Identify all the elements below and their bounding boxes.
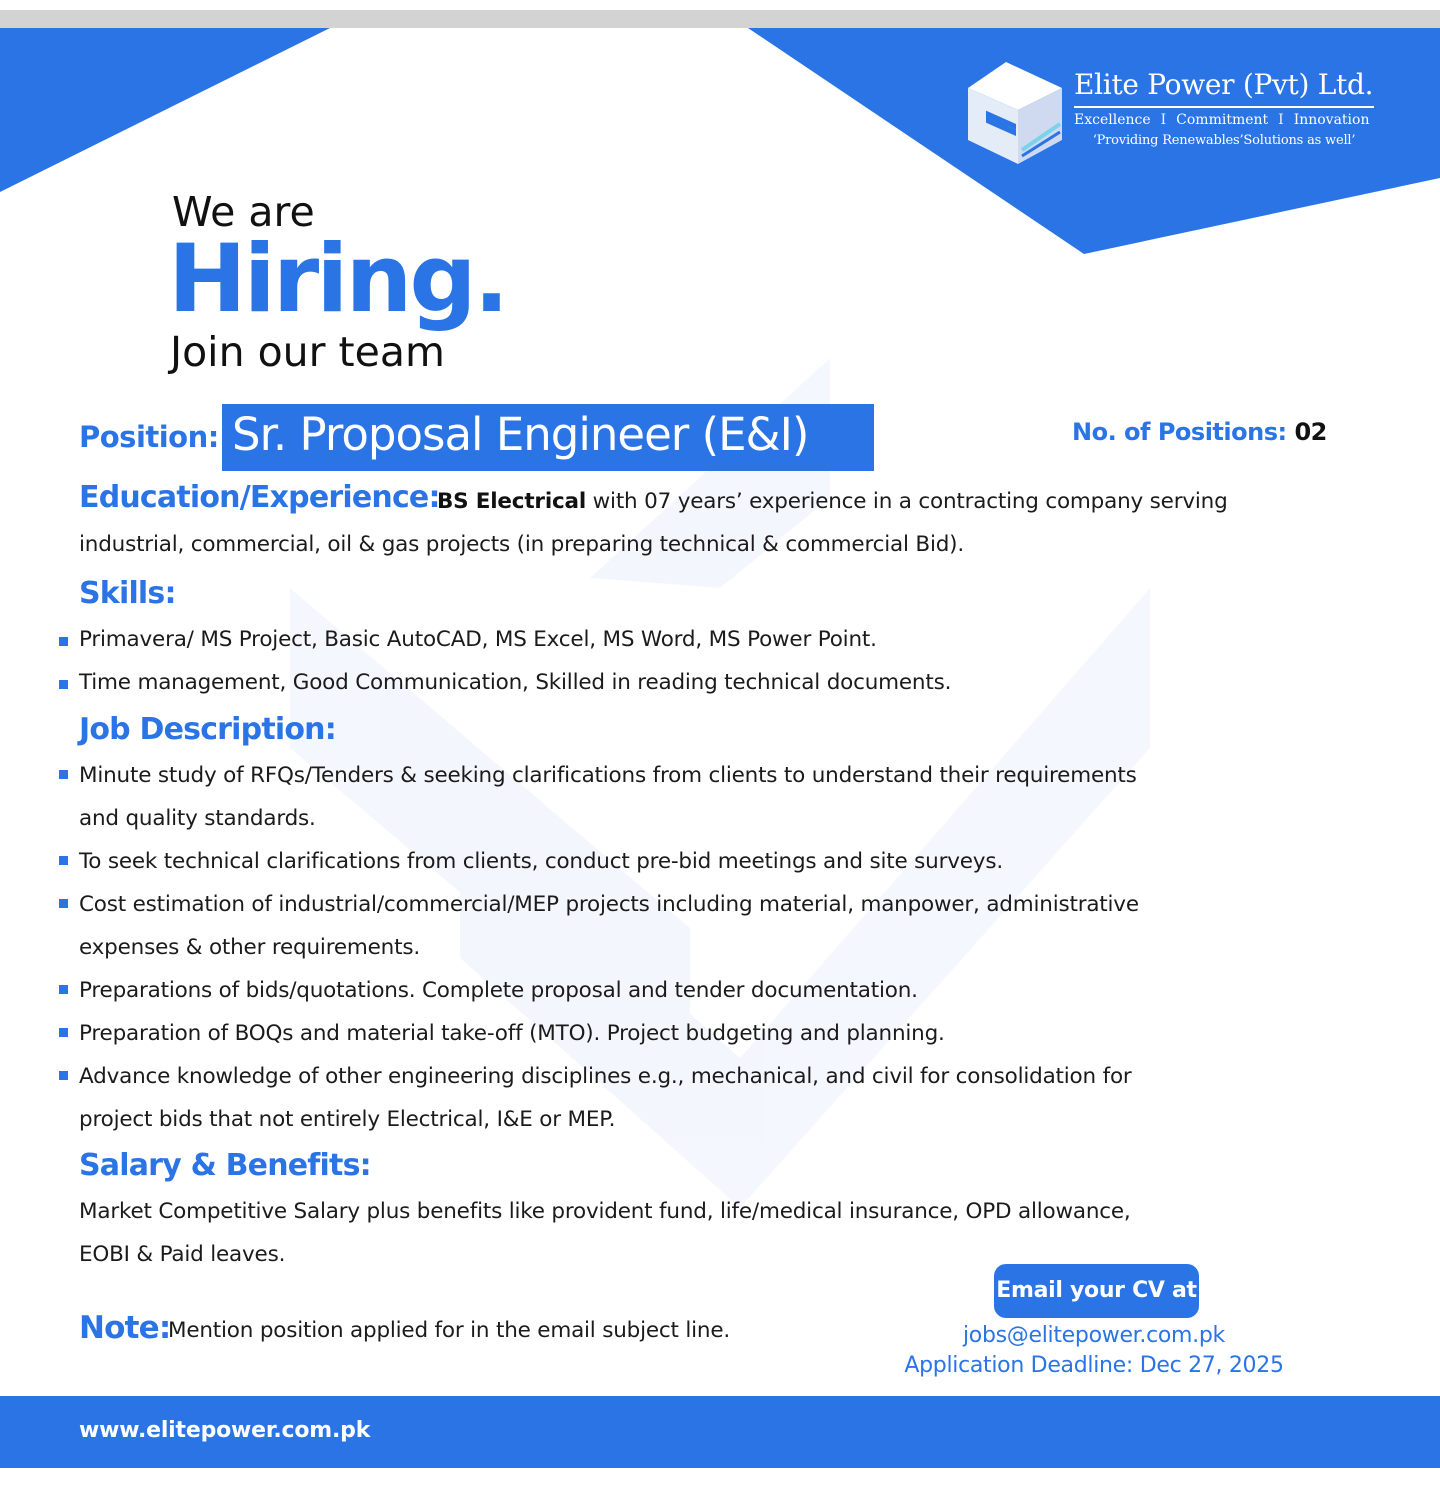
company-values (1074, 112, 1374, 128)
hero-join-our-team: Join our team (170, 328, 445, 376)
education-line-2: industrial, commercial, oil & gas projects (in preparing technical & commercial Bid). (79, 532, 964, 557)
positions-count-label: No. of Positions: (1072, 418, 1287, 446)
salary-line: Market Competitive Salary plus benefits like provident fund, life/medical insurance, OPD allowance, (79, 1199, 1131, 1224)
job-item-line: Cost estimation of industrial/commercial/MEP projects including material, manpower, administrative (79, 892, 1139, 917)
email-link[interactable]: jobs@elitepower.com.pk (963, 1323, 1225, 1348)
job-item-line: Preparations of bids/quotations. Complete proposal and tender documentation. (79, 978, 918, 1003)
hero-hiring-headline: Hiring. (168, 225, 507, 334)
job-description-heading: Job Description: (79, 712, 336, 747)
value-separator: I (1278, 112, 1284, 128)
email-cv-button[interactable]: Email your CV at (994, 1264, 1199, 1318)
bottom-white-strip (0, 1468, 1440, 1500)
bullet-icon (59, 680, 68, 689)
application-deadline: Application Deadline: Dec 27, 2025 (904, 1353, 1284, 1378)
positions-count (1072, 418, 1327, 446)
salary-heading: Salary & Benefits: (79, 1148, 371, 1183)
job-item-line: expenses & other requirements. (79, 935, 420, 960)
top-gray-bar (0, 10, 1440, 28)
value-separator: I (1160, 112, 1167, 128)
company-name: Elite Power (Pvt) Ltd. (1074, 68, 1374, 101)
elite-power-logo-icon (962, 58, 1066, 168)
bullet-icon (59, 637, 68, 646)
bullet-icon (59, 770, 68, 779)
value-innovation: Innovation (1293, 112, 1370, 128)
top-left-blue-triangle (0, 28, 330, 192)
job-item-line: Minute study of RFQs/Tenders & seeking clarifications from clients to understand their requirements (79, 763, 1137, 788)
bullet-icon (59, 1071, 68, 1080)
job-item-line: Advance knowledge of other engineering disciplines e.g., mechanical, and civil for consolidation for (79, 1064, 1132, 1089)
bullet-icon (59, 985, 68, 994)
value-commitment: Commitment (1176, 112, 1269, 128)
value-excellence: Excellence (1074, 112, 1151, 128)
bullet-icon (59, 856, 68, 865)
education-line-1-rest: with 07 years’ experience in a contracting company serving (592, 489, 1228, 514)
job-item-line: and quality standards. (79, 806, 316, 831)
skills-item: Primavera/ MS Project, Basic AutoCAD, MS Excel, MS Word, MS Power Point. (79, 627, 877, 652)
education-degree: BS Electrical (437, 489, 587, 514)
skills-heading: Skills: (79, 576, 176, 611)
job-item-line: Preparation of BOQs and material take-off (MTO). Project budgeting and planning. (79, 1021, 945, 1046)
note-text: Mention position applied for in the email subject line. (168, 1318, 731, 1343)
company-divider (1074, 106, 1374, 108)
position-label: Position: (79, 420, 219, 454)
job-item-line: project bids that not entirely Electrical, I&E or MEP. (79, 1107, 616, 1132)
education-heading: Education/Experience: (79, 480, 440, 515)
website-link[interactable]: www.elitepower.com.pk (79, 1418, 371, 1443)
skills-item: Time management, Good Communication, Skilled in reading technical documents. (79, 670, 952, 695)
bullet-icon (59, 1028, 68, 1037)
bullet-icon (59, 899, 68, 908)
job-item-line: To seek technical clarifications from clients, conduct pre-bid meetings and site surveys. (79, 849, 1003, 874)
education-line-1 (437, 489, 1228, 514)
positions-count-value: 02 (1294, 418, 1327, 446)
hero-we-are: We are (172, 188, 315, 236)
position-title: Sr. Proposal Engineer (E&I) (232, 408, 809, 461)
company-tagline: ‘Providing Renewables’Solutions as well’ (1092, 133, 1356, 148)
note-label: Note: (79, 1310, 171, 1346)
salary-line: EOBI & Paid leaves. (79, 1242, 286, 1267)
